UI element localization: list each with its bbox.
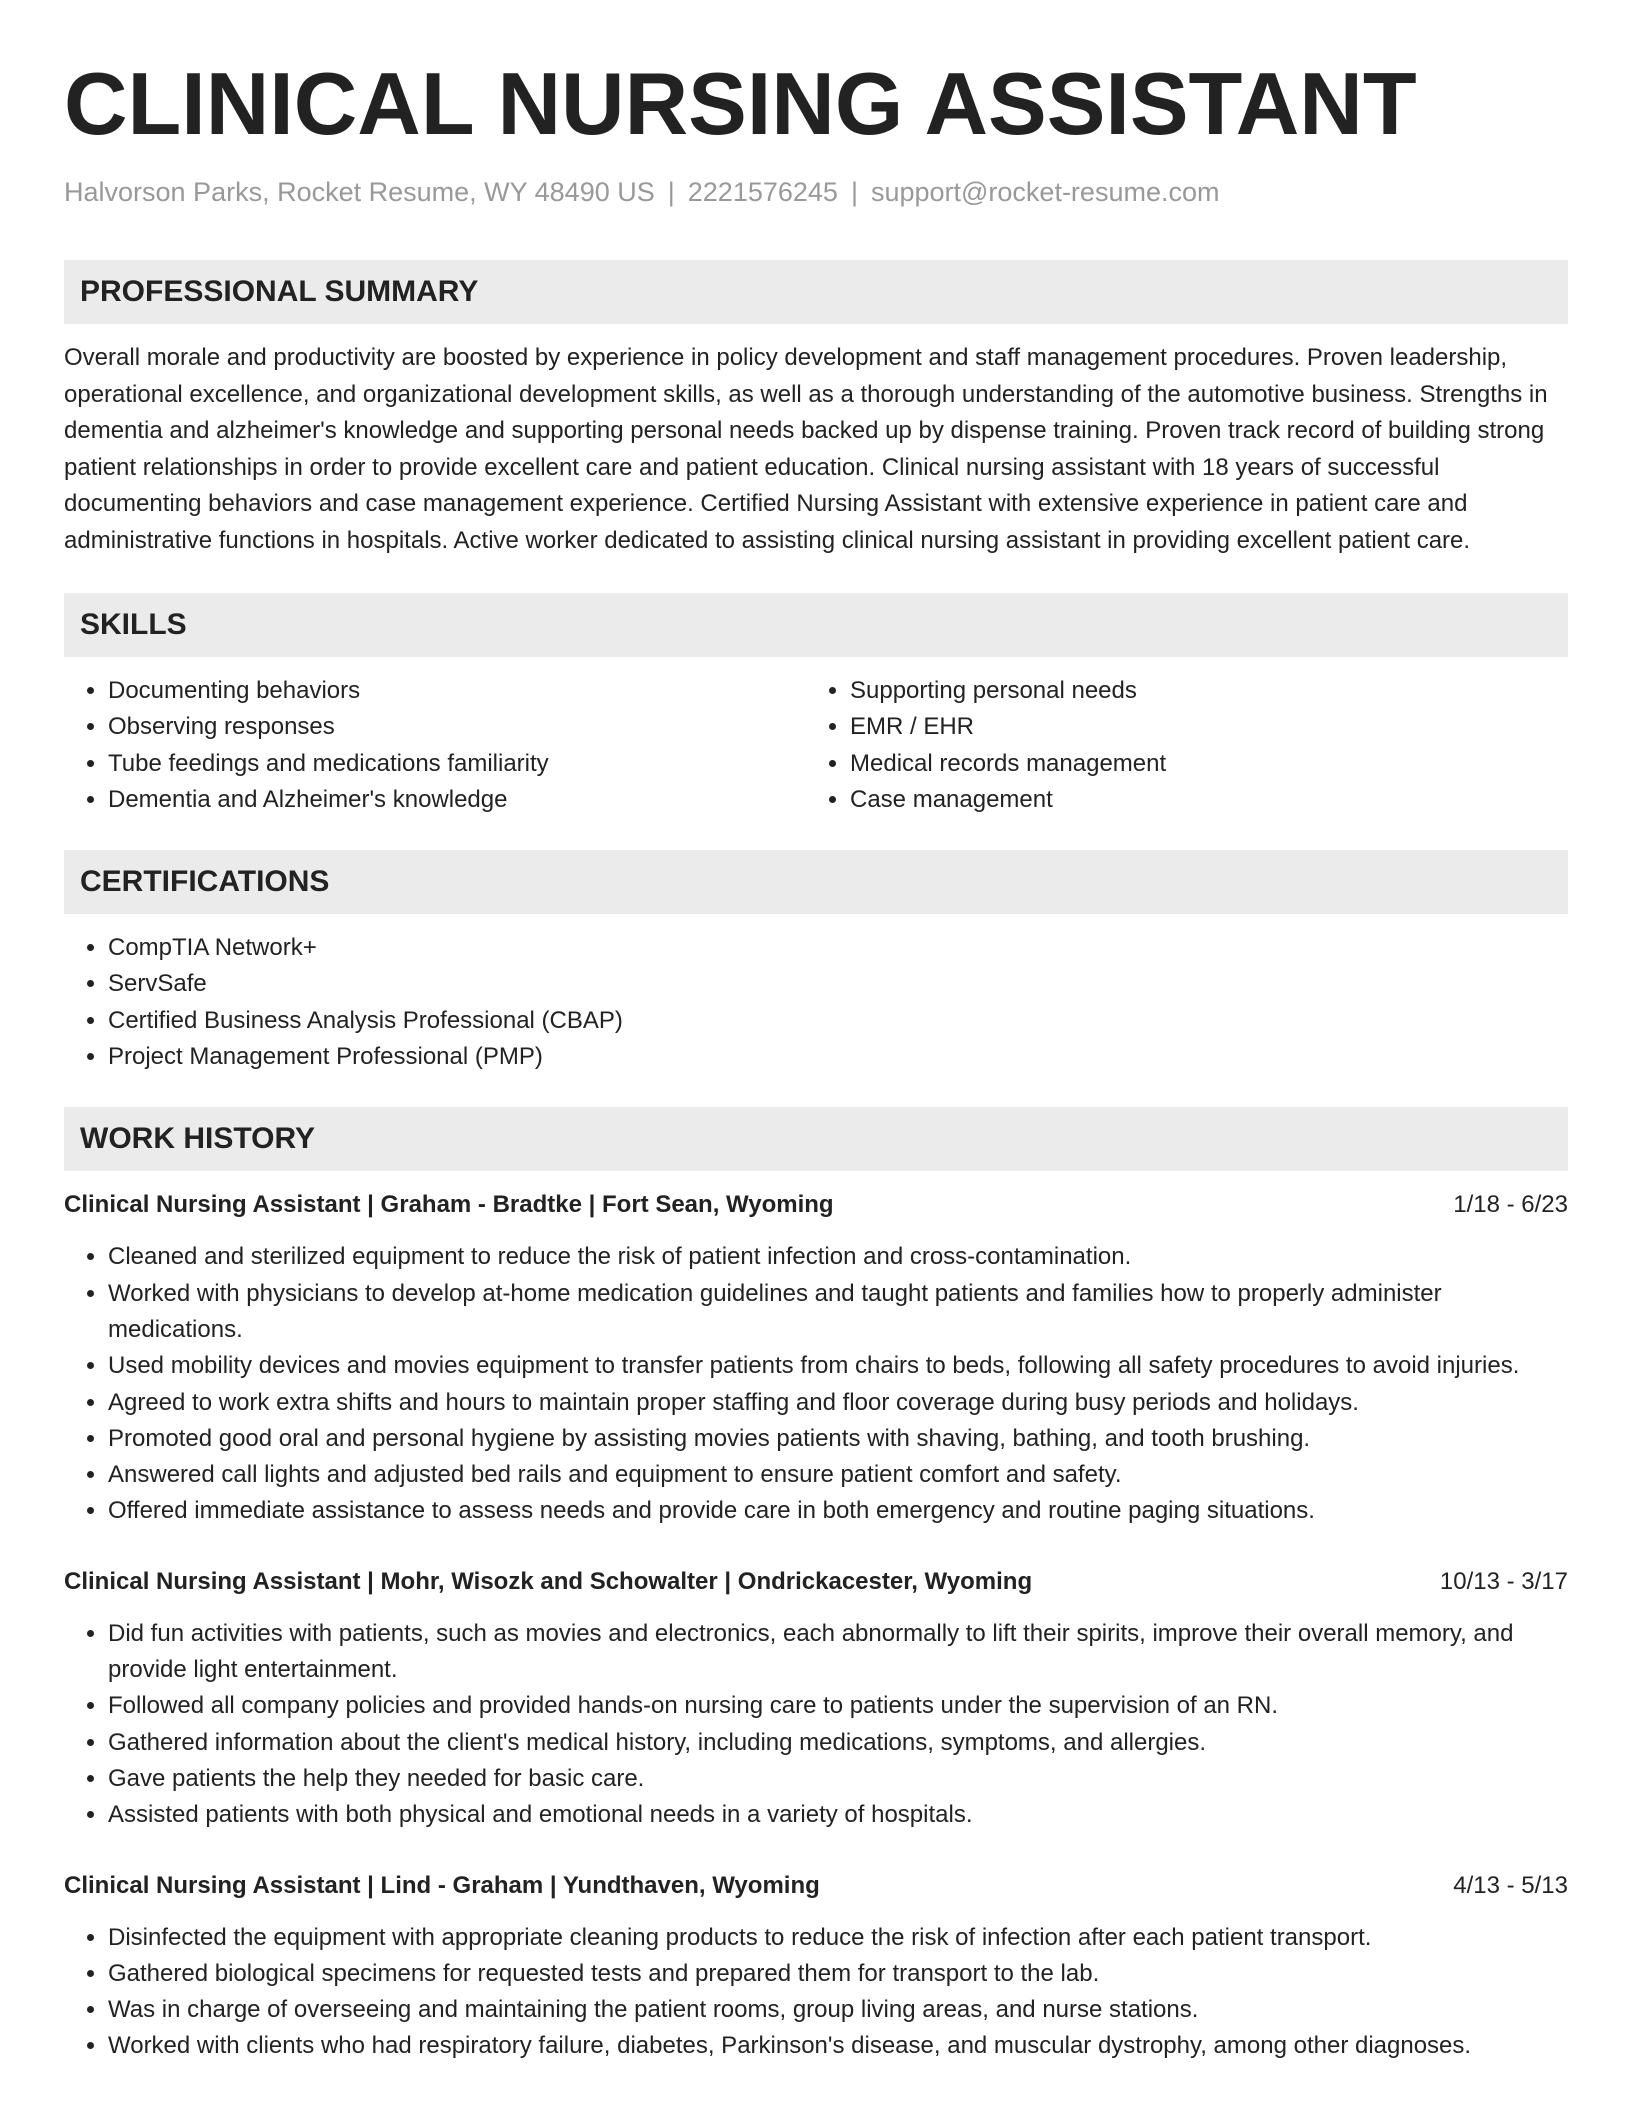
skill-item: • Medical records management bbox=[850, 746, 1548, 782]
job-bullet: • Was in charge of overseeing and maintaining the patient rooms, group living areas, and nurse stations. bbox=[108, 1992, 1568, 2028]
skill-item: • Tube feedings and medications familiarity bbox=[108, 746, 806, 782]
skills-column-right bbox=[806, 673, 1548, 818]
skills-list-left bbox=[64, 673, 806, 818]
job-header bbox=[64, 1868, 1568, 1904]
contact-address: Halvorson Parks, Rocket Resume, WY 48490 US bbox=[64, 177, 655, 207]
job-bullet: • Assisted patients with both physical and emotional needs in a variety of hospitals. bbox=[108, 1797, 1568, 1833]
contact-email[interactable]: support@rocket-resume.com bbox=[870, 177, 1220, 207]
work-history-heading: WORK HISTORY bbox=[64, 1107, 1568, 1171]
job-bullet: • Cleaned and sterilized equipment to reduce the risk of patient infection and cross-contamination. bbox=[108, 1239, 1568, 1275]
job-bullet: • Did fun activities with patients, such as movies and electronics, each abnormally to lift their spirits, improve their overall memory, and provide light entertainment. bbox=[108, 1616, 1568, 1689]
certification-item: • Certified Business Analysis Professional (CBAP) bbox=[108, 1003, 1568, 1039]
job-bullets bbox=[64, 1616, 1568, 1834]
contact-separator: | bbox=[850, 177, 858, 207]
job-dates: 4/13 - 5/13 bbox=[1453, 1871, 1568, 1899]
certification-item: • Project Management Professional (PMP) bbox=[108, 1039, 1568, 1075]
job-dates: 10/13 - 3/17 bbox=[1439, 1567, 1568, 1595]
skills-list-right bbox=[806, 673, 1548, 818]
job-header bbox=[64, 1564, 1568, 1600]
certification-item: • ServSafe bbox=[108, 966, 1568, 1002]
job-bullet: • Worked with clients who had respiratory failure, diabetes, Parkinson's disease, and muscular dystrophy, among other diagnoses. bbox=[108, 2028, 1568, 2064]
job-bullet: • Gathered information about the client's medical history, including medications, symptoms, and allergies. bbox=[108, 1725, 1568, 1761]
skill-item: • Case management bbox=[850, 782, 1548, 818]
resume-name: CLINICAL NURSING ASSISTANT bbox=[64, 54, 1417, 153]
skill-item: • EMR / EHR bbox=[850, 709, 1548, 745]
contact-phone: 2221576245 bbox=[687, 177, 838, 207]
contact-line bbox=[64, 174, 1568, 210]
skills-heading: SKILLS bbox=[64, 593, 1568, 657]
job-bullet: • Used mobility devices and movies equipment to transfer patients from chairs to beds, following all safety procedures to avoid injuries. bbox=[108, 1348, 1568, 1384]
job-bullet: • Gathered biological specimens for requested tests and prepared them for transport to the lab. bbox=[108, 1956, 1568, 1992]
job-bullet: • Worked with physicians to develop at-home medication guidelines and taught patients and families how to properly administer medications. bbox=[108, 1276, 1568, 1349]
skill-item: • Observing responses bbox=[108, 709, 806, 745]
skill-item: • Documenting behaviors bbox=[108, 673, 806, 709]
job-title: Clinical Nursing Assistant | Mohr, Wisozk and Schowalter | Ondrickacester, Wyoming bbox=[64, 1567, 1033, 1595]
job-title: Clinical Nursing Assistant | Graham - Bradtke | Fort Sean, Wyoming bbox=[64, 1191, 834, 1219]
skills-grid bbox=[64, 673, 1568, 818]
job-title: Clinical Nursing Assistant | Lind - Graham | Yundthaven, Wyoming bbox=[64, 1871, 820, 1899]
certifications-heading: CERTIFICATIONS bbox=[64, 850, 1568, 914]
job-bullets bbox=[64, 1239, 1568, 1529]
skills-column-left bbox=[64, 673, 806, 818]
certifications-list bbox=[64, 930, 1568, 1075]
job-header bbox=[64, 1187, 1568, 1223]
job-bullets bbox=[64, 1920, 1568, 2065]
contact-separator: | bbox=[667, 177, 675, 207]
job-bullet: • Gave patients the help they needed for basic care. bbox=[108, 1761, 1568, 1797]
skill-item: • Dementia and Alzheimer's knowledge bbox=[108, 782, 806, 818]
job-bullet: • Answered call lights and adjusted bed rails and equipment to ensure patient comfort and safety. bbox=[108, 1457, 1568, 1493]
job-dates: 1/18 - 6/23 bbox=[1453, 1191, 1568, 1219]
job-bullet: • Offered immediate assistance to assess needs and provide care in both emergency and routine paging situations. bbox=[108, 1493, 1568, 1529]
summary-text: Overall morale and productivity are boosted by experience in policy development and staff management procedures. Proven leadership, operational excellence, and organizational development skills, as well as a thorough understanding of the automotive business. Strengths in dementia and alzheimer's knowledge and supporting personal needs backed up by dispense training. Proven track record of building strong patient relationships in order to provide excellent care and patient education. Clinical nursing assistant with 18 years of successful documenting behaviors and case management experience. Certified Nursing Assistant with extensive experience in patient care and administrative functions in hospitals. Active worker dedicated to assisting clinical nursing assistant in providing excellent patient care. bbox=[64, 344, 1548, 554]
job-bullet: • Disinfected the equipment with appropriate cleaning products to reduce the risk of infection after each patient transport. bbox=[108, 1920, 1568, 1956]
summary-heading: PROFESSIONAL SUMMARY bbox=[64, 260, 1568, 324]
job-bullet: • Agreed to work extra shifts and hours to maintain proper staffing and floor coverage during busy periods and holidays. bbox=[108, 1385, 1568, 1421]
job-bullet: • Followed all company policies and provided hands-on nursing care to patients under the supervision of an RN. bbox=[108, 1688, 1568, 1724]
certification-item: • CompTIA Network+ bbox=[108, 930, 1568, 966]
job-bullet: • Promoted good oral and personal hygiene by assisting movies patients with shaving, bathing, and tooth brushing. bbox=[108, 1421, 1568, 1457]
skill-item: • Supporting personal needs bbox=[850, 673, 1548, 709]
